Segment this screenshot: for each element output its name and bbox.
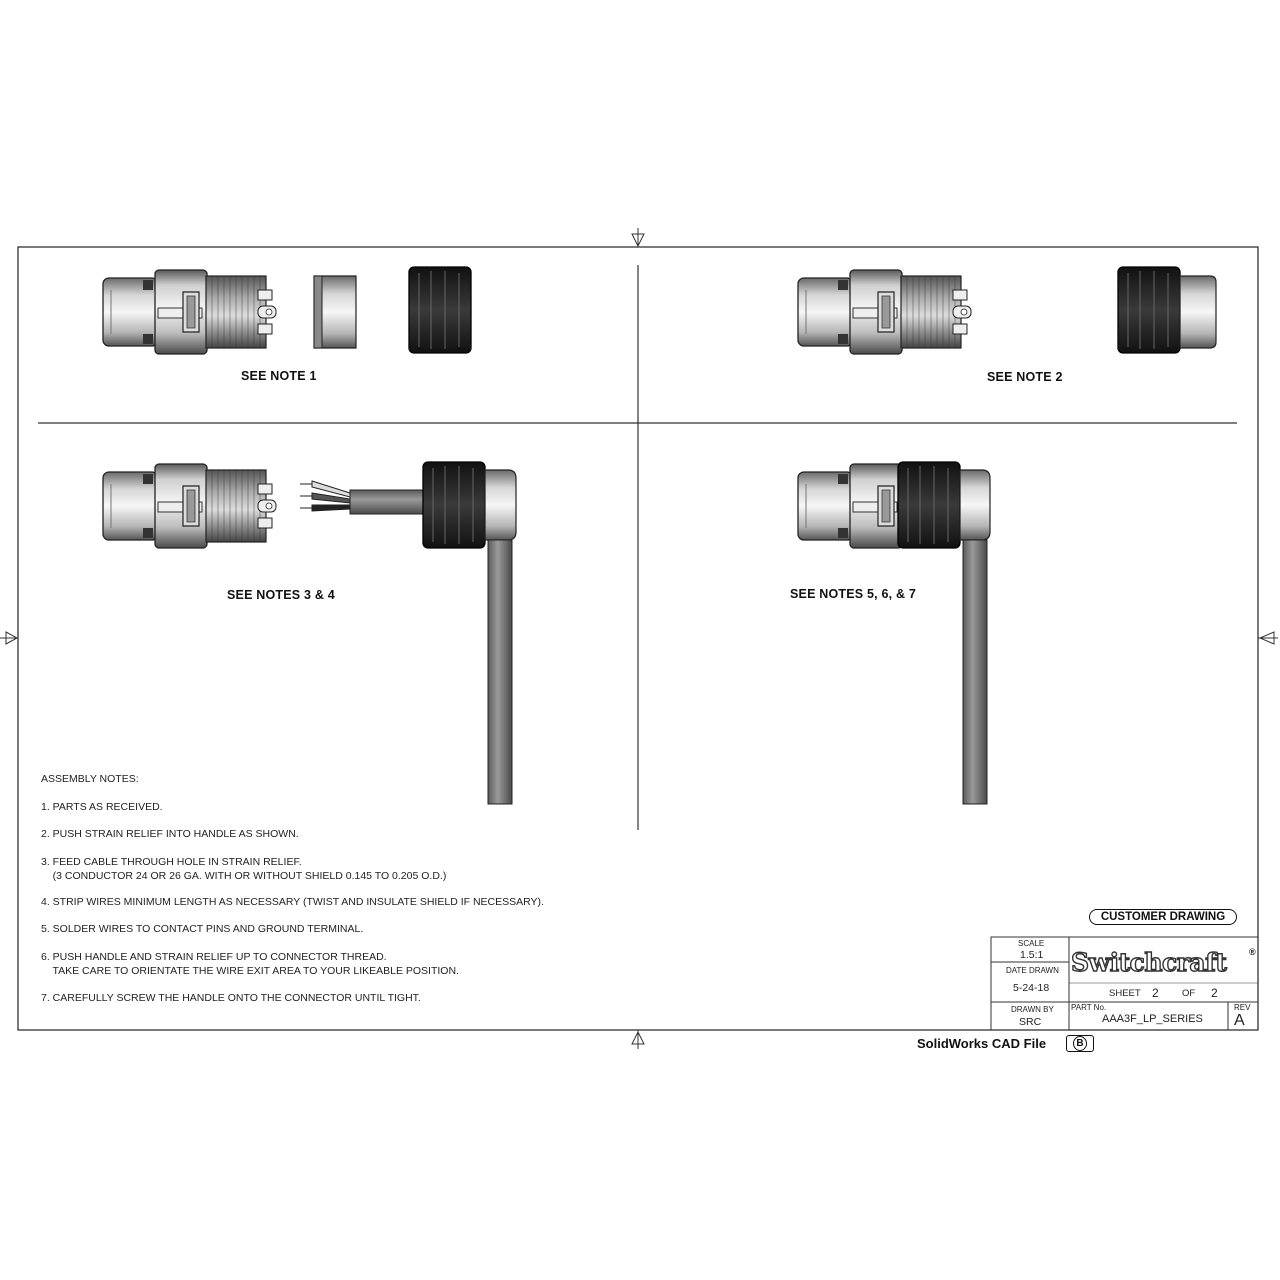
registered-mark: ® [1249,947,1256,957]
left-center-mark [0,632,18,644]
view-feed-cable [103,462,516,804]
scale-label: SCALE [1018,939,1045,948]
see-note-1-label: SEE NOTE 1 [241,369,317,383]
sheet-value: 2 [1152,986,1159,1000]
rev-value: A [1234,1012,1245,1029]
date-drawn-value: 5-24-18 [1013,982,1050,994]
switchcraft-logo: Switchcraft [1071,948,1227,977]
view-parts-as-received [103,267,471,354]
cad-badge-letter: B [1073,1036,1087,1051]
scale-value: 1.5:1 [1020,949,1044,961]
part-number-label: PART No. [1071,1003,1107,1012]
of-value: 2 [1211,986,1218,1000]
of-label: OF [1182,988,1196,999]
rev-label: REV [1234,1003,1251,1012]
cad-badge [1066,1035,1094,1052]
drawn-by-value: SRC [1019,1016,1042,1028]
bottom-center-mark [632,1030,644,1049]
part-number-value: AAA3F_LP_SERIES [1102,1013,1203,1025]
right-center-mark [1258,632,1278,644]
view-assembled [798,462,990,804]
sheet-label: SHEET [1109,988,1141,999]
note-item: 1. PARTS AS RECEIVED. [41,801,163,813]
customer-drawing-badge: CUSTOMER DRAWING [1089,909,1237,925]
drawn-by-label: DRAWN BY [1011,1005,1054,1014]
note-item: 6. PUSH HANDLE AND STRAIN RELIEF UP TO CONNECTOR THREAD. TAKE CARE TO ORIENTATE THE WIRE EXIT AREA TO YOUR LIKEABLE POSITION. [41,951,459,977]
view-strain-relief-in-handle [798,267,1216,354]
see-notes-5-6-7-label: SEE NOTES 5, 6, & 7 [790,587,917,601]
assembly-notes-title: ASSEMBLY NOTES: [41,773,139,785]
note-item: 3. FEED CABLE THROUGH HOLE IN STRAIN RELIEF. (3 CONDUCTOR 24 OR 26 GA. WITH OR WITHOUT SHIELD 0.145 TO 0.205 O.D.) [41,856,447,882]
note-item: 4. STRIP WIRES MINIMUM LENGTH AS NECESSARY (TWIST AND INSULATE SHIELD IF NECESSARY). [41,896,544,908]
note-item: 2. PUSH STRAIN RELIEF INTO HANDLE AS SHOWN. [41,828,299,840]
see-note-2-label: SEE NOTE 2 [987,370,1063,384]
see-notes-3-4-label: SEE NOTES 3 & 4 [227,588,335,602]
solidworks-cad-label: SolidWorks CAD File [917,1036,1047,1051]
top-center-mark [632,228,644,247]
date-drawn-label: DATE DRAWN [1006,966,1059,975]
note-item: 7. CAREFULLY SCREW THE HANDLE ONTO THE CONNECTOR UNTIL TIGHT. [41,992,421,1004]
note-item: 5. SOLDER WIRES TO CONTACT PINS AND GROUND TERMINAL. [41,923,364,935]
